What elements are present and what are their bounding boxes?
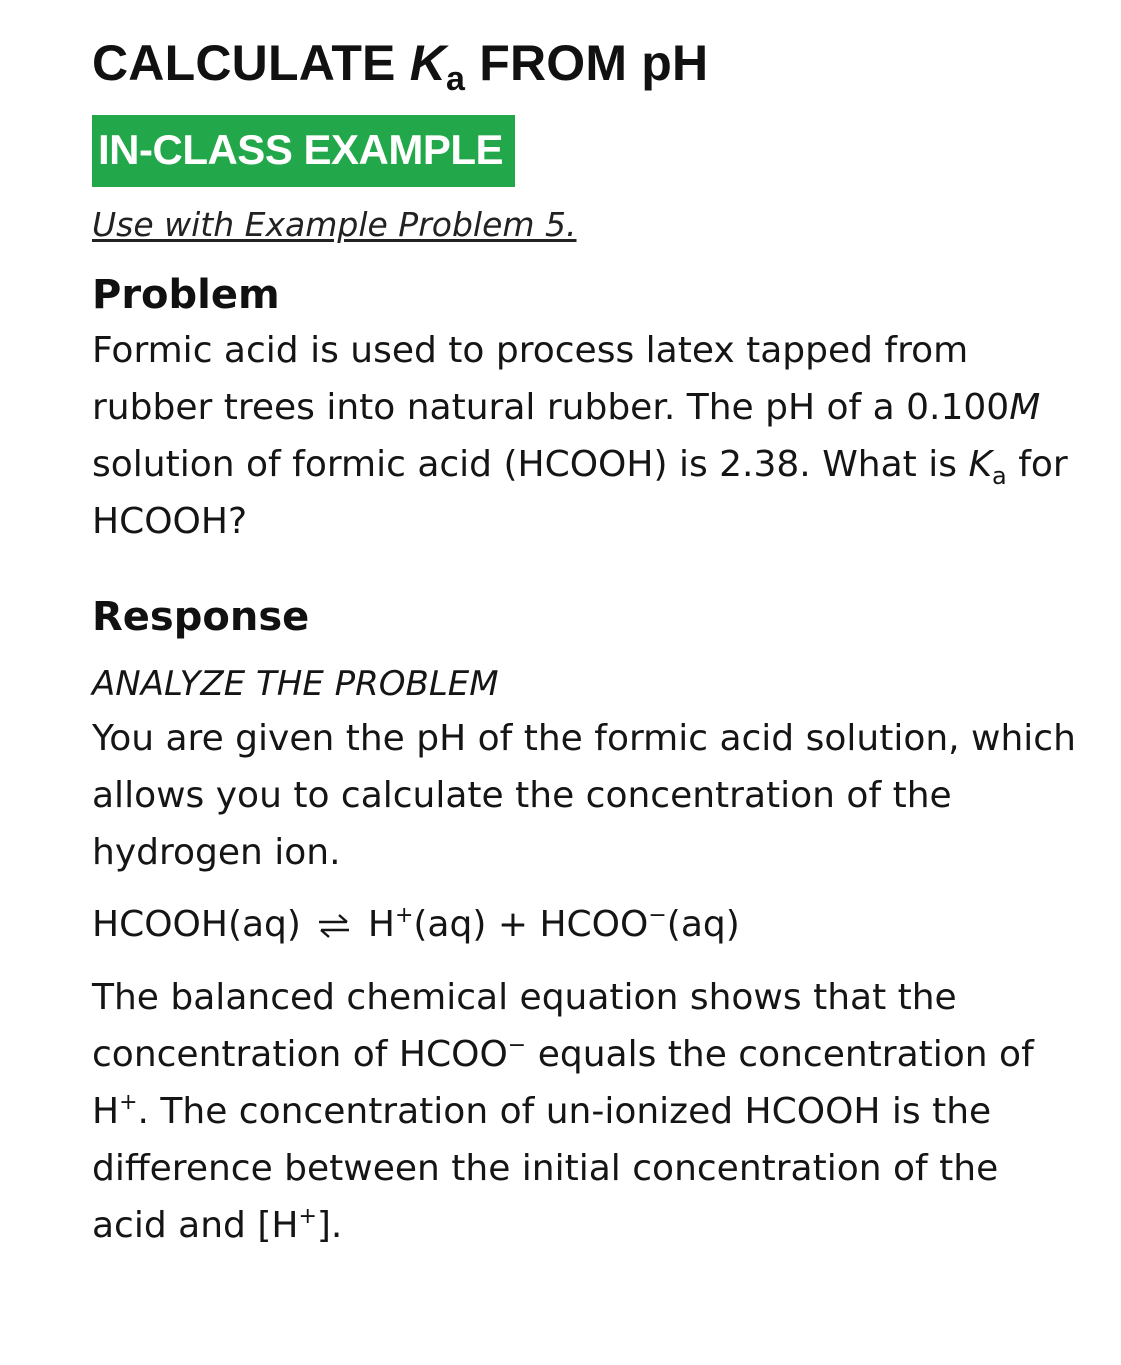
response-heading: Response: [92, 594, 310, 640]
title-k-symbol: K: [409, 35, 447, 91]
chemical-equation: [92, 897, 1082, 953]
title-k-subscript: a: [446, 60, 466, 98]
problem-k-subscript: a: [992, 462, 1007, 490]
problem-text: [92, 322, 1082, 550]
page-title: [92, 35, 1082, 98]
problem-text-part-2: solution of formic acid (HCOOH) is 2.38. What is: [92, 444, 969, 485]
title-prefix: CALCULATE: [92, 35, 410, 91]
title-suffix: FROM pH: [465, 35, 709, 91]
in-class-example-badge: IN-CLASS EXAMPLE: [92, 115, 515, 187]
equilibrium-arrow-icon: [316, 913, 352, 939]
document-page: [92, 36, 1082, 1254]
equation-plus: +: [486, 904, 540, 945]
equation-reactant: HCOOH(aq): [92, 904, 301, 945]
analyze-text: You are given the pH of the formic acid solution, which allows you to calculate the concentration of the hydrogen ion.: [92, 718, 1076, 873]
problem-text-part-3: for HCOOH?: [92, 444, 1068, 542]
equation-product-1: H+(aq): [367, 903, 487, 945]
molarity-symbol: M: [1009, 387, 1041, 428]
problem-heading: Problem: [92, 272, 280, 318]
equation-product-2: HCOO−(aq): [539, 903, 740, 945]
analyze-heading: ANALYZE THE PROBLEM: [92, 664, 499, 704]
use-with-reference: Use with Example Problem 5.: [92, 205, 577, 244]
problem-text-part-1: Formic acid is used to process latex tapped from rubber trees into natural rubber. The pH of a 0.100: [92, 330, 1010, 428]
balanced-equation-explanation: The balanced chemical equation shows that the concentration of HCOO− equals the concentration of H+. The concentration of un-ionized HCOOH is the difference between the initial concentration of the acid and [H+].: [92, 977, 1034, 1246]
problem-k-symbol: K: [968, 444, 993, 485]
